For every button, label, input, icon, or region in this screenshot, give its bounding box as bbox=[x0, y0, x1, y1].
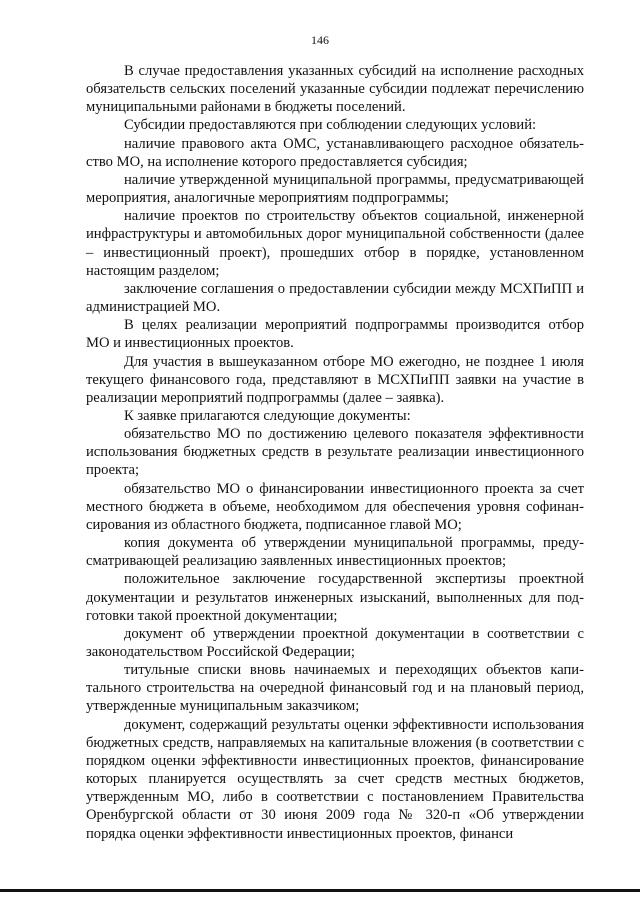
body-paragraph: Для участия в вышеуказанном отборе МО ежегодно, не позднее 1 июля текущего финансового года, представляют в МСХПиПП заявки на участие в реализации мероприятий подпрограммы (далее – заявка). bbox=[86, 353, 584, 406]
body-paragraph: титульные списки вновь начинаемых и переходящих объектов капитального строительства на очередной финансовый год и на плановый период, утвержденные муниципальным заказчиком; bbox=[86, 662, 584, 715]
bottom-border-line bbox=[0, 889, 640, 892]
document-body bbox=[86, 62, 584, 843]
body-paragraph: документ, содержащий результаты оценки эффективности использования бюджетных средств, направляемых на капитальные вложения (в соответствии с порядком оценки эффективности инвестиционных проектов, финансирование которых планируется осуществлять за счет средств местных бюджетов, утвержденным МО, либо в соответствии с постановлением Правительства Оренбургской области от 30 июня 2009 года № 320-п «Об утверждении порядка оценки эффективности инвестиционных проектов, финанси bbox=[86, 716, 584, 842]
page-number: 146 bbox=[311, 33, 329, 47]
body-paragraph: заключение соглашения о предоставлении субсидии между МСХПиПП и администрацией МО. bbox=[86, 280, 584, 316]
body-paragraph: копия документа об утверждении муниципальной программы, предусматривающей реализацию заявленных инвестиционных проектов; bbox=[86, 535, 584, 570]
body-paragraph: положительное заключение государственной экспертизы проектной документации и результатов инженерных изысканий, выполненных для подготовки такой проектной документации; bbox=[86, 571, 584, 624]
body-paragraph: наличие правового акта ОМС, устанавливающего расходное обязательство МО, на исполнение которого предоставляется субсидия; bbox=[86, 135, 584, 170]
body-paragraph: К заявке прилагаются следующие документы: bbox=[124, 407, 411, 424]
body-paragraph: Субсидии предоставляются при соблюдении следующих условий: bbox=[124, 117, 537, 134]
body-paragraph: В случае предоставления указанных субсидий на исполнение расходных обязательств сельских поселений указанные субсидии подлежат перечислению муниципальными районами в бюджеты поселений. bbox=[86, 63, 584, 116]
body-paragraph: наличие проектов по строительству объектов социальной, инженерной инфраструктуры и автомобильных дорог муниципальной собственности (далее – инвестиционный проект), прошедших отбор в порядке, установленном настоящим разделом; bbox=[86, 208, 584, 279]
body-paragraph: наличие утвержденной муниципальной программы, предусматривающей мероприятия, аналогичные мероприятиям подпрограммы; bbox=[86, 171, 584, 207]
body-paragraph: документ об утверждении проектной документации в соответствии с законодательством Российской Федерации; bbox=[86, 625, 584, 660]
body-paragraph: В целях реализации мероприятий подпрограммы производится отбор МО и инвестиционных проектов. bbox=[86, 317, 584, 352]
body-paragraph: обязательство МО по достижению целевого показателя эффективности использования бюджетных средств в результате реализации инвестиционного проекта; bbox=[86, 426, 584, 479]
body-paragraph: обязательство МО о финансировании инвестиционного проекта за счет местного бюджета в объеме, необходимом для обеспечения уровня софинансирования из областного бюджета, подписанное главой МО; bbox=[86, 480, 584, 533]
